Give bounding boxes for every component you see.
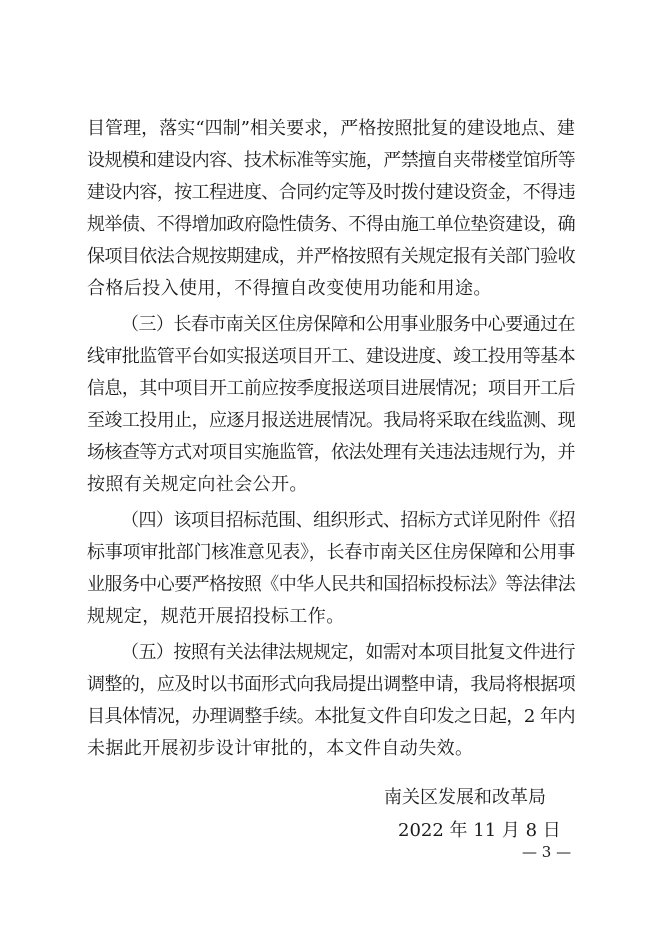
paragraph-line: （五）按照有关法律法规规定，如需对本项目批复文件进行 (121, 642, 575, 663)
issue-date: 2022 年 11 月 8 日 (398, 820, 561, 841)
paragraph-line: 至竣工投用止，应逐月报送进展情况。我局将采取在线监测、现 (87, 410, 575, 431)
paragraph-line: 合格后投入使用，不得擅自改变使用功能和用途。 (87, 278, 492, 299)
paragraph-line: 按照有关规定向社会公开。 (87, 474, 308, 495)
issuing-organization: 南关区发展和改革局 (384, 787, 546, 808)
paragraph-line: 线审批监管平台如实报送项目开工、建设进度、竣工投用等基本 (87, 346, 575, 367)
paragraph-line: 规举债、不得增加政府隐性债务、不得由施工单位垫资建设，确 (87, 214, 575, 235)
paragraph-line: 信息，其中项目开工前应按季度报送项目进展情况；项目开工后 (87, 378, 575, 399)
paragraph-line: （三）长春市南关区住房保障和公用事业服务中心要通过在 (121, 314, 575, 335)
paragraph-line: 目具体情况，办理调整手续。本批复文件自印发之日起，2 年内 (87, 706, 575, 727)
paragraph-line: 场核查等方式对项目实施监管，依法处理有关违法违规行为，并 (87, 442, 575, 463)
paragraph-line: 设规模和建设内容、技术标准等实施，严禁擅自夹带楼堂馆所等 (87, 150, 575, 171)
paragraph-line: 标事项审批部门核准意见表》，长春市南关区住房保障和公用事 (87, 542, 575, 563)
paragraph-line: 规规定，规范开展招投标工作。 (87, 606, 345, 627)
paragraph-line: 调整的，应及时以书面形式向我局提出调整申请，我局将根据项 (87, 674, 575, 695)
paragraph-line: 保项目依法合规按期建成，并严格按照有关规定报有关部门验收 (87, 246, 575, 267)
paragraph-line: 未据此开展初步设计审批的，本文件自动失效。 (87, 738, 474, 759)
paragraph-line: （四）该项目招标范围、组织形式、招标方式详见附件《招 (121, 510, 575, 531)
paragraph-line: 业服务中心要严格按照《中华人民共和国招标投标法》等法律法 (87, 574, 575, 595)
paragraph-line: 建设内容，按工程进度、合同约定等及时拨付建设资金，不得违 (87, 182, 575, 203)
page-number: — 3 — (522, 843, 572, 861)
paragraph-line: 目管理，落实“四制”相关要求，严格按照批复的建设地点、建 (87, 118, 575, 139)
